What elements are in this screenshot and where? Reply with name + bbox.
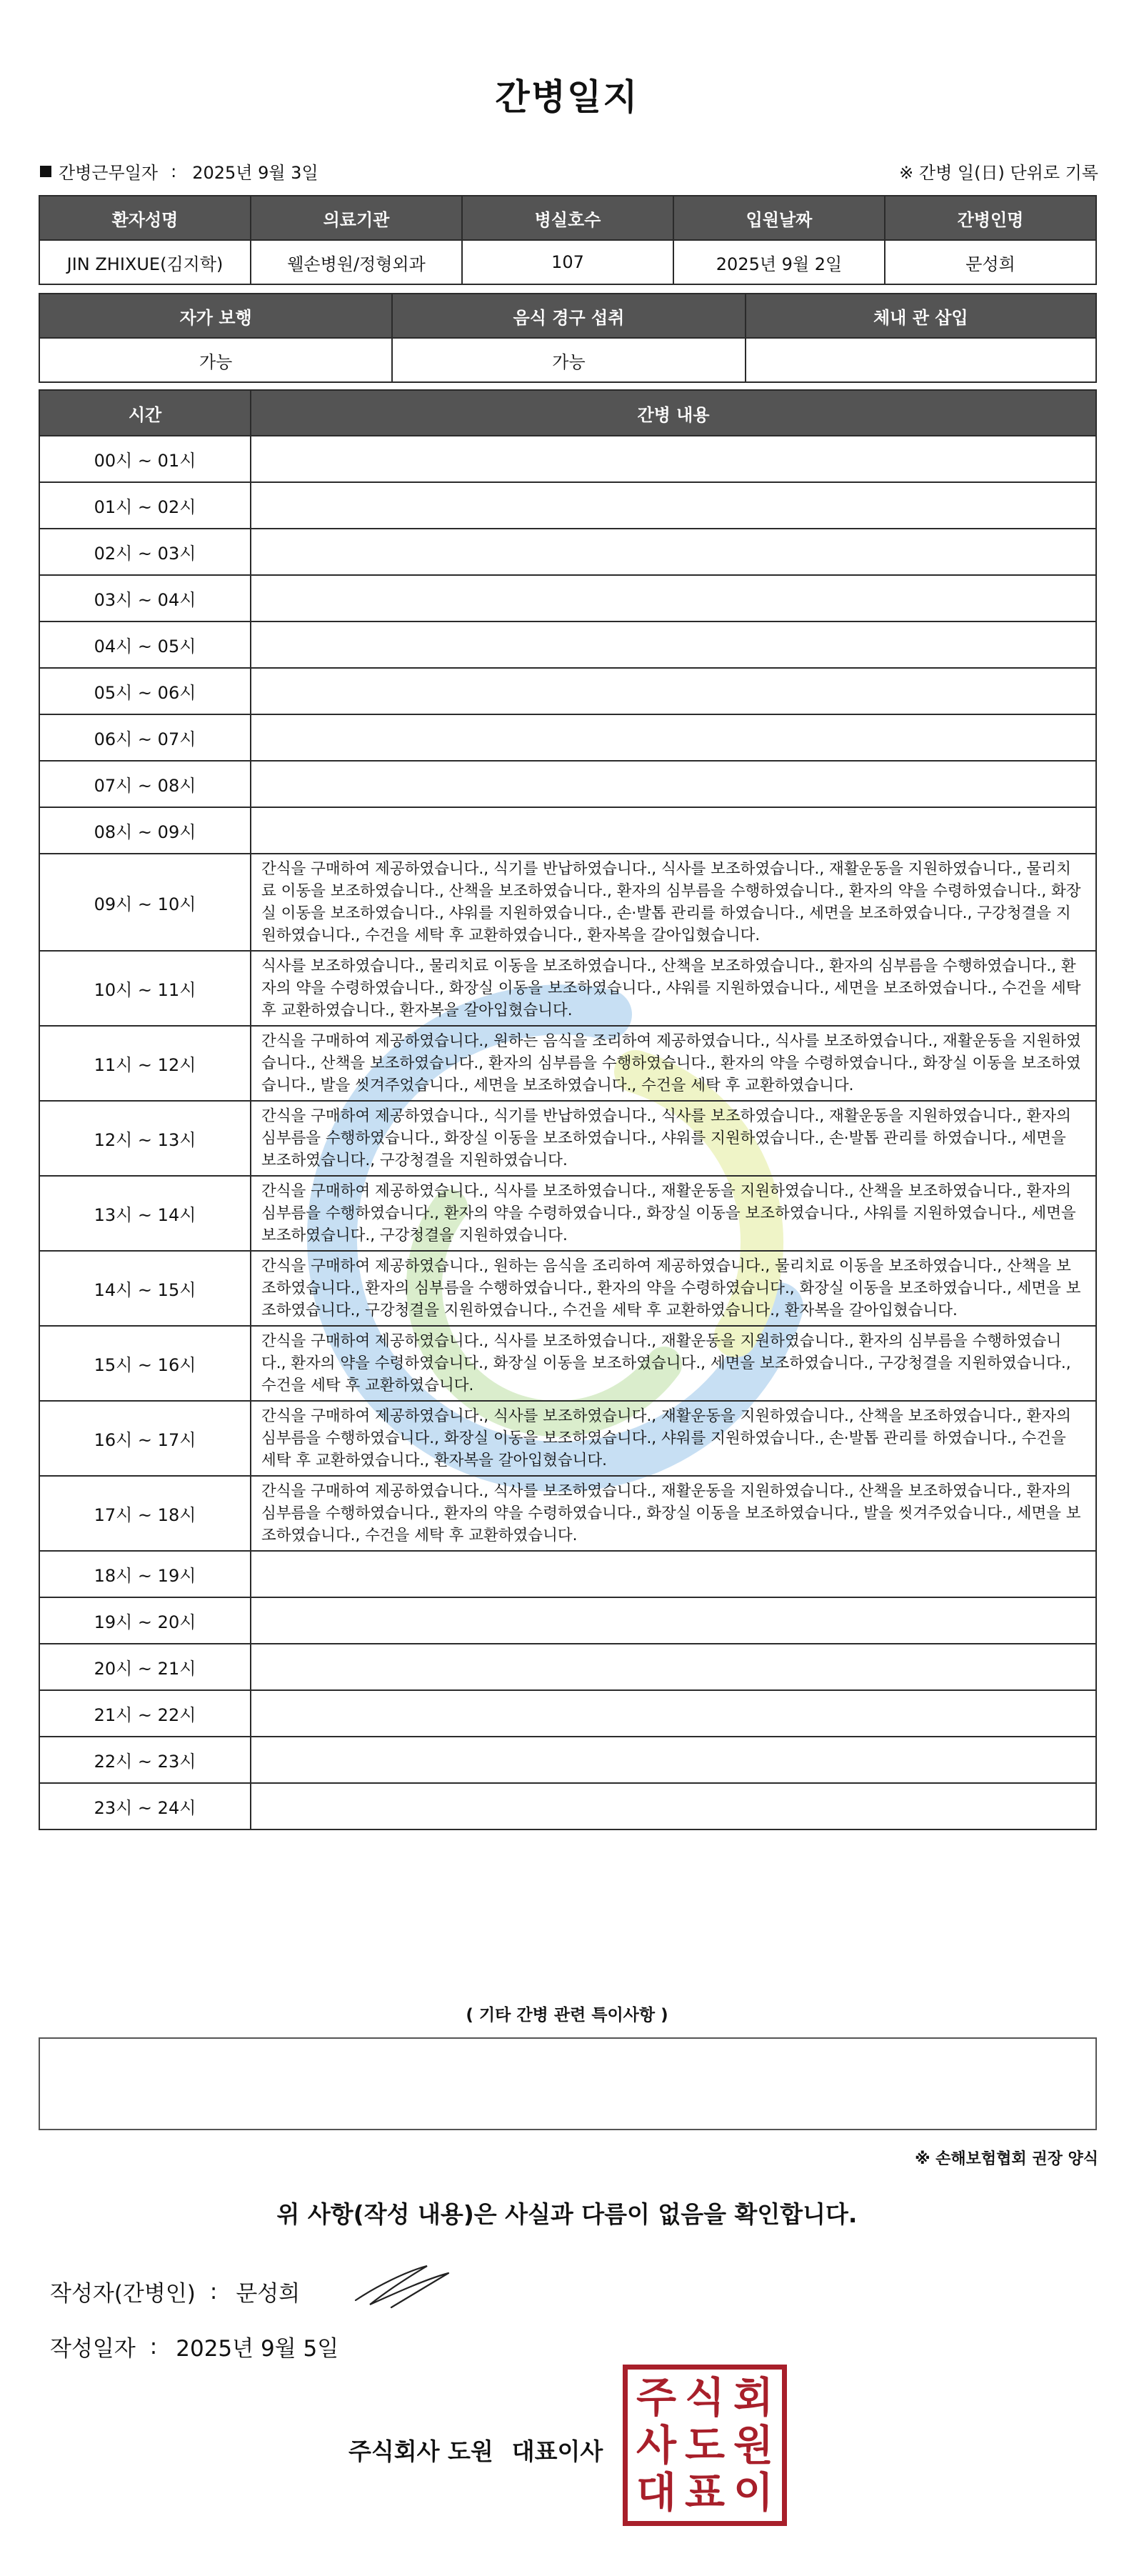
care-log-time: 12시 ~ 13시 <box>39 1101 251 1176</box>
care-log-content <box>251 761 1096 807</box>
bullet-square-icon <box>40 166 51 177</box>
care-log-row <box>39 529 1096 575</box>
care-log-time: 22시 ~ 23시 <box>39 1737 251 1783</box>
care-log-row <box>39 1644 1096 1690</box>
work-date-colon: : <box>171 161 177 181</box>
oral-intake-value: 가능 <box>392 338 745 382</box>
care-log-content: 간식을 구매하여 제공하였습니다., 식사를 보조하였습니다., 재활운동을 지원하였습니다., 환자의 심부름을 수행하였습니다., 환자의 약을 수령하였습니다., 화장실 이동을 보조하였습니다., 세면을 보조하였습니다., 구강청결을 지원하였습니다., 수건을 세탁 후 교환하였습니다. <box>251 1326 1096 1401</box>
care-log-row <box>39 482 1096 529</box>
care-log-time: 05시 ~ 06시 <box>39 668 251 714</box>
care-log-time: 10시 ~ 11시 <box>39 951 251 1026</box>
care-log-content: 간식을 구매하여 제공하였습니다., 원하는 음식을 조리하여 제공하였습니다., 식사를 보조하였습니다., 재활운동을 지원하였습니다., 산책을 보조하였습니다., 환자의 심부름을 수행하였습니다., 환자의 약을 수령하였습니다., 화장실 이동을 보조하였습니다., 발을 씻겨주었습니다., 세면을 보조하였습니다., 수건을 세탁 후 교환하였습니다. <box>251 1026 1096 1101</box>
care-log-content: 간식을 구매하여 제공하였습니다., 식기를 반납하였습니다., 식사를 보조하였습니다., 재활운동을 지원하였습니다., 물리치료 이동을 보조하였습니다., 산책을 보조하였습니다., 환자의 심부름을 수행하였습니다., 환자의 약을 수령하였습니다., 화장실 이동을 보조하였습니다., 샤워를 지원하였습니다., 손·발톱 관리를 하였습니다., 세면을 보조하였습니다., 구강청결을 지원하였습니다., 수건을 세탁 후 교환하였습니다., 환자복을 갈아입혔습니다. <box>251 854 1096 951</box>
care-log-row <box>39 1597 1096 1644</box>
care-log-row <box>39 1176 1096 1251</box>
care-log-row <box>39 668 1096 714</box>
seal-char: 대 <box>636 2468 677 2517</box>
care-log-row <box>39 1737 1096 1783</box>
writer-colon: : <box>209 2278 218 2305</box>
company-title: 대표이사 <box>511 2437 603 2465</box>
tube-value <box>746 338 1096 382</box>
work-date <box>40 159 318 184</box>
care-log-content <box>251 714 1096 761</box>
seal-char: 표 <box>684 2468 726 2517</box>
seal-char: 이 <box>733 2468 774 2517</box>
care-log-time: 11시 ~ 12시 <box>39 1026 251 1101</box>
care-log-time: 20시 ~ 21시 <box>39 1644 251 1690</box>
care-log-row <box>39 1026 1096 1101</box>
care-log-row <box>39 1551 1096 1597</box>
company-name: 주식회사 도원 <box>348 2437 493 2465</box>
seal-char: 사 <box>636 2420 677 2470</box>
extra-notes-title: ( 기타 간병 관련 특이사항 ) <box>466 2006 668 2025</box>
header-room: 병실호수 <box>462 196 673 240</box>
care-log-row <box>39 807 1096 854</box>
company-seal-stamp <box>623 2365 787 2526</box>
care-log-content <box>251 1690 1096 1737</box>
care-log-content <box>251 482 1096 529</box>
care-log-time: 06시 ~ 07시 <box>39 714 251 761</box>
care-log-content: 간식을 구매하여 제공하였습니다., 식사를 보조하였습니다., 재활운동을 지원하였습니다., 산책을 보조하였습니다., 환자의 심부름을 수행하였습니다., 화장실 이동을 보조하였습니다., 샤워를 지원하였습니다., 손·발톱 관리를 하였습니다., 수건을 세탁 후 교환하였습니다., 환자복을 갈아입혔습니다. <box>251 1401 1096 1476</box>
care-log-row <box>39 714 1096 761</box>
care-log-content: 간식을 구매하여 제공하였습니다., 식사를 보조하였습니다., 재활운동을 지원하였습니다., 산책을 보조하였습니다., 환자의 심부름을 수행하였습니다., 환자의 약을 수령하였습니다., 화장실 이동을 보조하였습니다., 발을 씻겨주었습니다., 세면을 보조하였습니다., 수건을 세탁 후 교환하였습니다. <box>251 1476 1096 1551</box>
care-log-row <box>39 1401 1096 1476</box>
care-log-time: 01시 ~ 02시 <box>39 482 251 529</box>
care-log-time: 03시 ~ 04시 <box>39 575 251 621</box>
care-log-row <box>39 621 1096 668</box>
work-date-value: 2025년 9월 3일 <box>192 163 318 183</box>
care-log-content <box>251 1644 1096 1690</box>
care-log-row <box>39 951 1096 1026</box>
writer-row <box>50 2275 300 2307</box>
written-date-value: 2025년 9월 5일 <box>176 2336 339 2362</box>
care-log-row <box>39 1251 1096 1326</box>
ability-table <box>39 293 1097 383</box>
written-date-label: 작성일자 <box>50 2336 136 2362</box>
care-log-time: 09시 ~ 10시 <box>39 854 251 951</box>
care-log-content: 간식을 구매하여 제공하였습니다., 식사를 보조하였습니다., 재활운동을 지원하였습니다., 산책을 보조하였습니다., 환자의 심부름을 수행하였습니다., 환자의 약을 수령하였습니다., 화장실 이동을 보조하였습니다., 샤워를 지원하였습니다., 세면을 보조하였습니다., 구강청결을 지원하였습니다. <box>251 1176 1096 1251</box>
admission-date: 2025년 9월 2일 <box>673 240 885 284</box>
signature-icon <box>348 2257 463 2315</box>
care-log-content <box>251 1551 1096 1597</box>
patient-info-header-row <box>39 196 1096 240</box>
header-time: 시간 <box>39 390 251 436</box>
seal-char: 식 <box>684 2373 726 2422</box>
header-walking: 자가 보행 <box>39 294 392 338</box>
care-log-row <box>39 436 1096 482</box>
work-date-label: 간병근무일자 <box>59 163 159 183</box>
care-log-content <box>251 1783 1096 1829</box>
writer-name: 문성희 <box>236 2281 301 2307</box>
care-log-time: 16시 ~ 17시 <box>39 1401 251 1476</box>
care-log-content <box>251 1737 1096 1783</box>
association-note: ※ 손해보험협회 권장 양식 <box>915 2150 1098 2168</box>
care-log-time: 07시 ~ 08시 <box>39 761 251 807</box>
header-oral-intake: 음식 경구 섭취 <box>392 294 745 338</box>
care-log-row <box>39 1476 1096 1551</box>
care-log-time: 21시 ~ 22시 <box>39 1690 251 1737</box>
seal-char: 도 <box>684 2420 726 2470</box>
company-line <box>348 2433 603 2467</box>
document-title: 간병일지 <box>495 76 639 118</box>
confirmation-statement: 위 사항(작성 내용)은 사실과 다름이 없음을 확인합니다. <box>276 2200 858 2228</box>
care-log-time: 23시 ~ 24시 <box>39 1783 251 1829</box>
care-log-time: 08시 ~ 09시 <box>39 807 251 854</box>
ability-value-row <box>39 338 1096 382</box>
care-log-time: 00시 ~ 01시 <box>39 436 251 482</box>
care-log-body <box>39 436 1096 1829</box>
care-log-time: 15시 ~ 16시 <box>39 1326 251 1401</box>
care-log-row <box>39 854 1096 951</box>
writer-label: 작성자(간병인) <box>50 2281 196 2307</box>
care-log-content <box>251 807 1096 854</box>
care-log-content <box>251 575 1096 621</box>
care-log-row <box>39 1690 1096 1737</box>
header-admission-date: 입원날짜 <box>673 196 885 240</box>
institution: 웰손병원/정형외과 <box>251 240 462 284</box>
care-log-time: 13시 ~ 14시 <box>39 1176 251 1251</box>
seal-characters <box>632 2374 778 2517</box>
written-date-row <box>50 2330 338 2362</box>
care-log-row <box>39 575 1096 621</box>
care-log-table <box>39 389 1097 1830</box>
written-date-colon: : <box>149 2333 158 2360</box>
care-log-row <box>39 1783 1096 1829</box>
care-log-time: 14시 ~ 15시 <box>39 1251 251 1326</box>
care-log-row <box>39 1101 1096 1176</box>
header-caregiver: 간병인명 <box>885 196 1096 240</box>
care-log-time: 18시 ~ 19시 <box>39 1551 251 1597</box>
care-log-header-row <box>39 390 1096 436</box>
patient-name: JIN ZHIXUE(김지학) <box>39 240 251 284</box>
care-log-time: 17시 ~ 18시 <box>39 1476 251 1551</box>
header-patient-name: 환자성명 <box>39 196 251 240</box>
care-log-content <box>251 529 1096 575</box>
caregiver-name: 문성희 <box>885 240 1096 284</box>
patient-info-value-row <box>39 240 1096 284</box>
care-log-content: 간식을 구매하여 제공하였습니다., 식기를 반납하였습니다., 식사를 보조하였습니다., 재활운동을 지원하였습니다., 환자의 심부름을 수행하였습니다., 화장실 이동을 보조하였습니다., 샤워를 지원하였습니다., 손·발톱 관리를 하였습니다., 세면을 보조하였습니다., 구강청결을 지원하였습니다. <box>251 1101 1096 1176</box>
care-log-time: 19시 ~ 20시 <box>39 1597 251 1644</box>
care-log-content: 식사를 보조하였습니다., 물리치료 이동을 보조하였습니다., 산책을 보조하였습니다., 환자의 심부름을 수행하였습니다., 환자의 약을 수령하였습니다., 화장실 이동을 보조하였습니다., 샤워를 지원하였습니다., 세면을 보조하였습니다., 수건을 세탁 후 교환하였습니다., 환자복을 갈아입혔습니다. <box>251 951 1096 1026</box>
seal-char: 회 <box>733 2373 774 2422</box>
header-institution: 의료기관 <box>251 196 462 240</box>
header-tube: 체내 관 삽입 <box>746 294 1096 338</box>
care-log-content <box>251 621 1096 668</box>
care-log-content <box>251 1597 1096 1644</box>
room-number: 107 <box>462 240 673 284</box>
care-log-row <box>39 1326 1096 1401</box>
care-log-content: 간식을 구매하여 제공하였습니다., 원하는 음식을 조리하여 제공하였습니다., 물리치료 이동을 보조하였습니다., 산책을 보조하였습니다., 환자의 심부름을 수행하였습니다., 환자의 약을 수령하였습니다., 화장실 이동을 보조하였습니다., 세면을 보조하였습니다., 구강청결을 지원하였습니다., 수건을 세탁 후 교환하였습니다., 환자복을 갈아입혔습니다. <box>251 1251 1096 1326</box>
header-care-content: 간병 내용 <box>251 390 1096 436</box>
care-log-content <box>251 668 1096 714</box>
care-log-time: 04시 ~ 05시 <box>39 621 251 668</box>
care-log-time: 02시 ~ 03시 <box>39 529 251 575</box>
seal-char: 원 <box>733 2420 774 2470</box>
patient-info-table <box>39 195 1097 285</box>
walking-value: 가능 <box>39 338 392 382</box>
unit-note: ※ 간병 일(日) 단위로 기록 <box>899 163 1098 183</box>
ability-header-row <box>39 294 1096 338</box>
care-log-content <box>251 436 1096 482</box>
extra-notes-box <box>39 2037 1097 2130</box>
care-log-row <box>39 761 1096 807</box>
seal-char: 주 <box>636 2373 677 2422</box>
